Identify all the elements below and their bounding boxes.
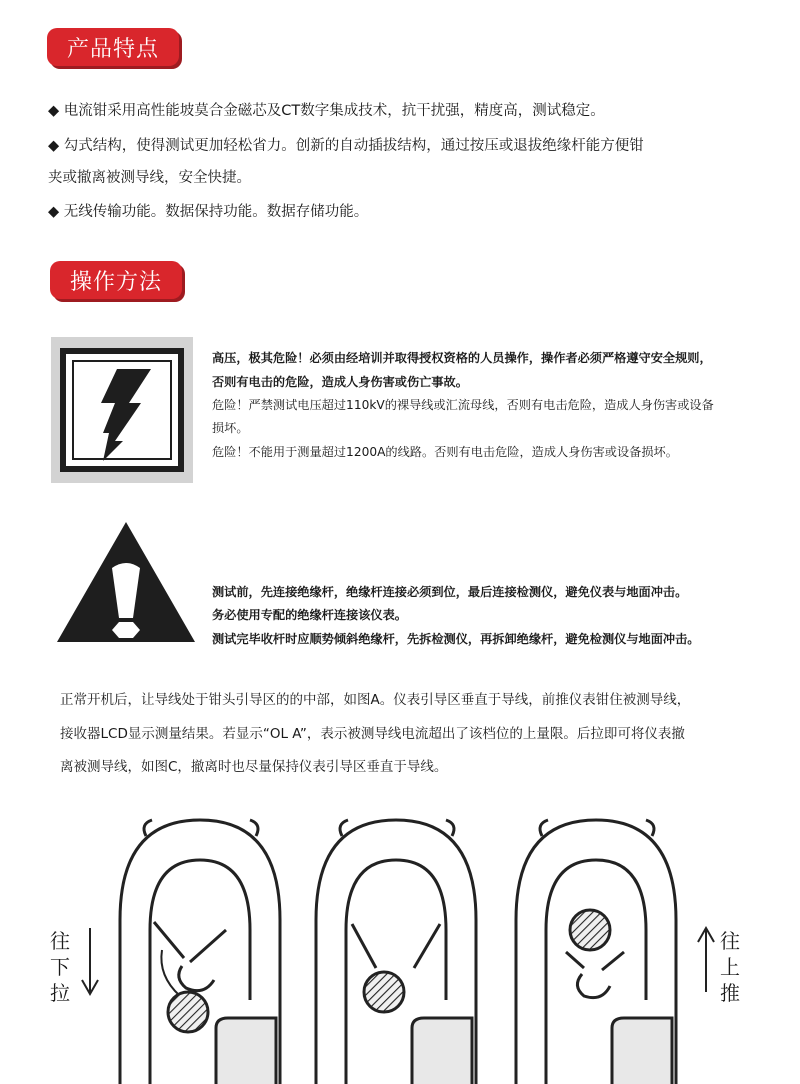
clamp-figures xyxy=(0,800,800,1084)
electric-warning-line-4: 损坏。 xyxy=(212,421,249,435)
caution-line-1: 测试前，先连接绝缘杆，绝缘杆连接必须到位，最后连接检测仪，避免仪表与地面冲击。 xyxy=(212,585,688,599)
bullet-icon: ◆ xyxy=(48,138,60,154)
electric-warning-line-5: 危险！不能用于测量超过1200A的线路。否则有电击危险，造成人身伤害或设备损坏。 xyxy=(212,445,678,459)
feature-item-2: ◆ 勾式结构，使得测试更加轻松省力。创新的自动插拔结构，通过按压或退拔绝缘杆能方便钳 xyxy=(48,138,644,154)
caution-line-2: 务必使用专配的绝缘杆连接该仪表。 xyxy=(212,608,407,622)
description-line-2: 接收器LCD显示测量结果。若显示“OL A”，表示被测导线电流超出了该档位的上量限。后拉即可将仪表撤 xyxy=(60,726,685,742)
feature-item-1: ◆ 电流钳采用高性能坡莫合金磁芯及CT数字集成技术，抗干扰强，精度高，测试稳定。 xyxy=(48,103,605,119)
feature-item-2-cont: 夹或撤离被测导线，安全快捷。 xyxy=(48,170,251,186)
features-title-tag xyxy=(47,28,179,66)
description-line-1: 正常开机后，让导线处于钳头引导区的的中部，如图A。仪表引导区垂直于导线，前推仪表钳住被测导线， xyxy=(60,692,691,708)
push-up-label: 往 上 推 xyxy=(720,929,740,1005)
bullet-icon: ◆ xyxy=(48,103,60,119)
operation-title-tag xyxy=(50,261,182,299)
feature-item-3: ◆ 无线传输功能。数据保持功能。数据存储功能。 xyxy=(48,204,369,220)
arrow-up-icon xyxy=(698,928,714,992)
clamp-figure-c xyxy=(516,820,676,1084)
lightning-icon xyxy=(51,337,193,483)
features-title: 产品特点 xyxy=(66,36,159,62)
operation-title: 操作方法 xyxy=(69,269,162,295)
clamp-figure-b xyxy=(316,820,476,1084)
description-line-3: 离被测导线，如图C，撤离时也尽量保持仪表引导区垂直于导线。 xyxy=(60,759,448,775)
electric-warning-line-3: 危险！严禁测试电压超过110kV的裸导线或汇流母线，否则有电击危险，造成人身伤害或设备 xyxy=(212,398,714,412)
caution-line-3: 测试完毕收杆时应顺势倾斜绝缘杆，先拆检测仪，再拆卸绝缘杆，避免检测仪与地面冲击。 xyxy=(212,632,700,646)
electric-warning-line-1: 高压，极其危险！必须由经培训并取得授权资格的人员操作，操作者必须严格遵守安全规则， xyxy=(212,351,712,365)
exclamation-icon xyxy=(55,520,197,644)
clamp-figure-a xyxy=(120,820,280,1084)
pull-down-label: 往 下 拉 xyxy=(50,929,70,1005)
electric-warning-line-2: 否则有电击的危险，造成人身伤害或伤亡事故。 xyxy=(212,375,468,389)
bullet-icon: ◆ xyxy=(48,204,60,220)
arrow-down-icon xyxy=(82,928,98,994)
